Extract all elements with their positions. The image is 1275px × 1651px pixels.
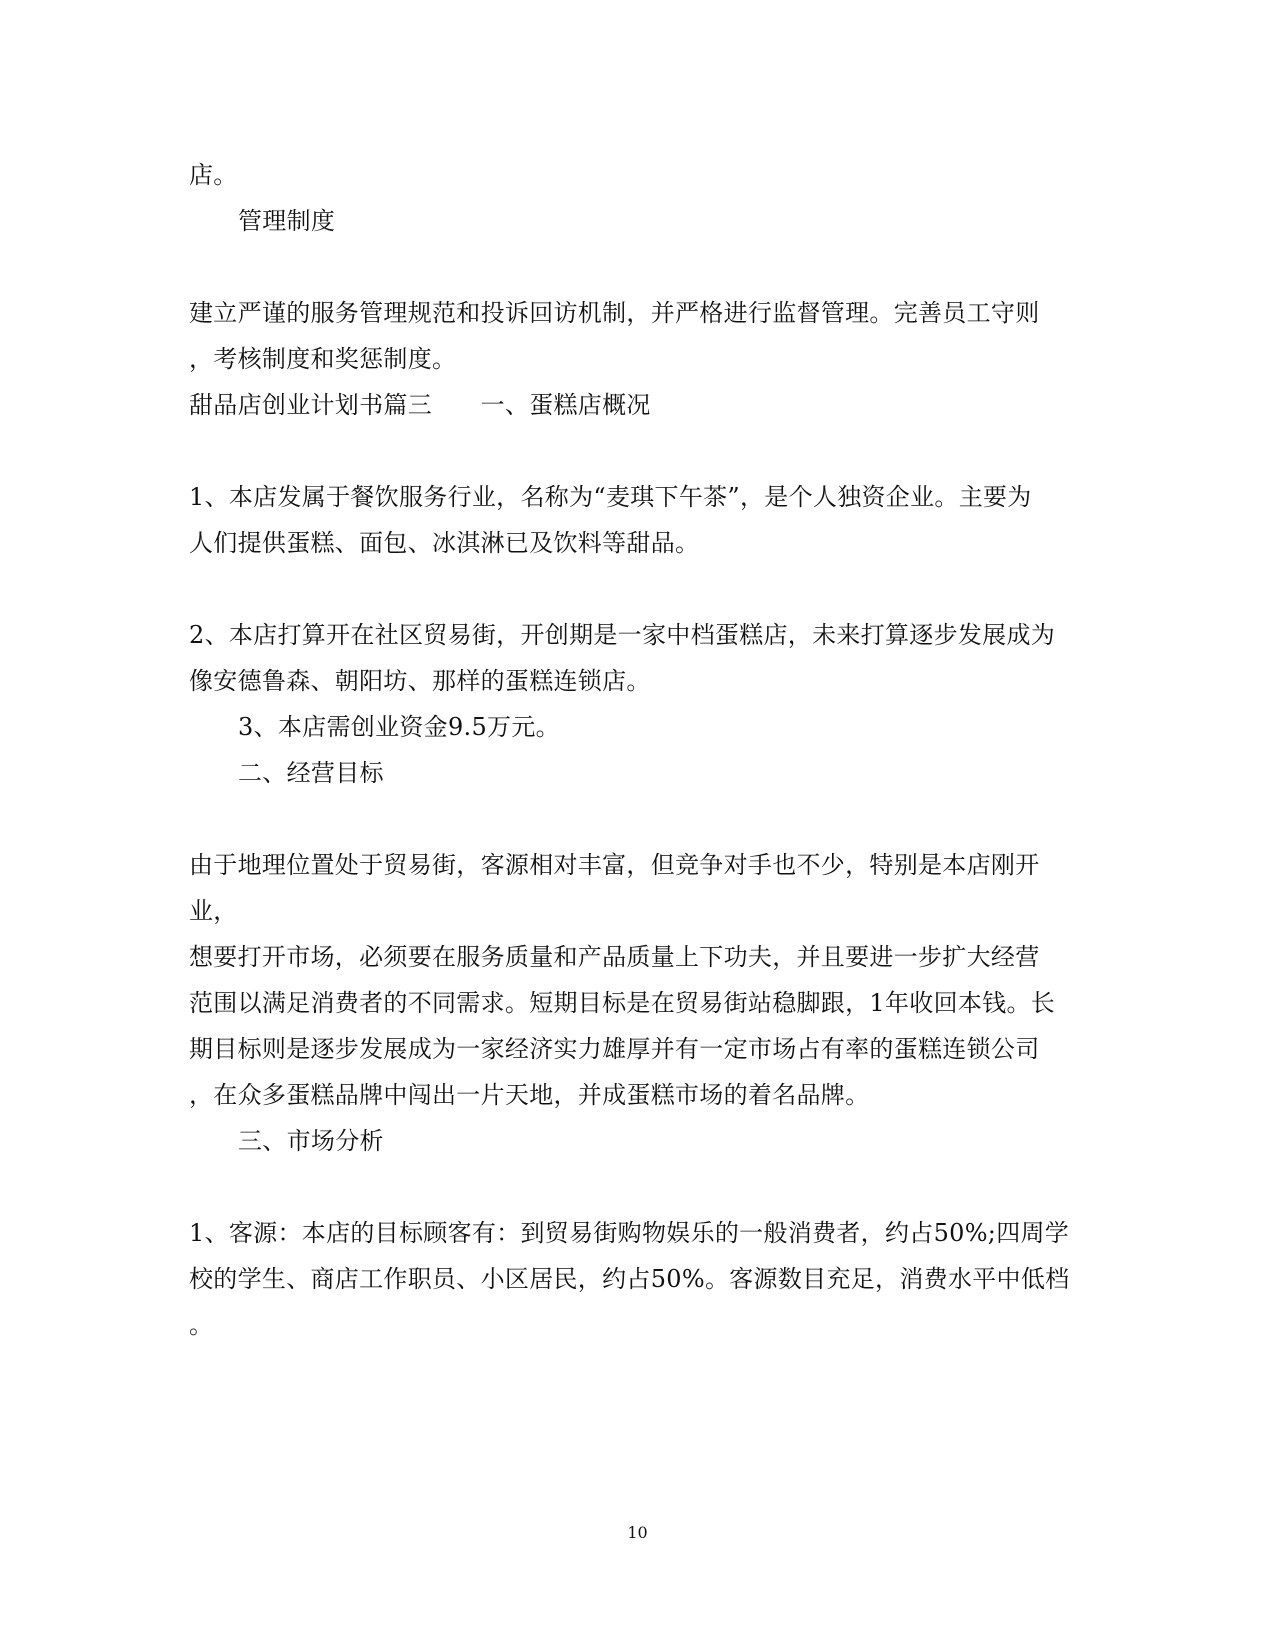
section-heading: 管理制度 [238, 207, 336, 235]
text-line: 2、本店打算开在社区贸易街，开创期是一家中档蛋糕店，未来打算逐步发展成为 [189, 621, 1056, 649]
text-line: 想要打开市场，必须要在服务质量和产品质量上下功夫，并且要进一步扩大经营 [189, 943, 1040, 971]
text-line: ，考核制度和奖惩制度。 [189, 345, 457, 373]
text-line: 3、本店需创业资金9.5万元。 [238, 713, 560, 741]
section-heading: 甜品店创业计划书篇三 一、蛋糕店概况 [189, 391, 651, 419]
text-line: 期目标则是逐步发展成为一家经济实力雄厚并有一定市场占有率的蛋糕连锁公司 [189, 1035, 1040, 1063]
text-line: 1、本店发属于餐饮服务行业，名称为“麦琪下午茶”，是个人独资企业。主要为 [189, 483, 1032, 511]
section-heading: 三、市场分析 [238, 1127, 384, 1155]
text-line: 人们提供蛋糕、面包、冰淇淋已及饮料等甜品。 [189, 529, 700, 557]
text-line: 1、客源：本店的目标顾客有：到贸易街购物娱乐的一般消费者，约占50%;四周学 [189, 1219, 1070, 1247]
text-line: 像安德鲁森、朝阳坊、那样的蛋糕连锁店。 [189, 667, 651, 695]
text-line: 范围以满足消费者的不同需求。短期目标是在贸易街站稳脚跟，1年收回本钱。长 [189, 989, 1056, 1017]
text-line: 建立严谨的服务管理规范和投诉回访机制，并严格进行监督管理。完善员工守则 [189, 299, 1040, 327]
text-line: 校的学生、商店工作职员、小区居民，约占50%。客源数目充足，消费水平中低档 [189, 1265, 1070, 1293]
text-line: 店。 [189, 161, 238, 189]
text-line: 业， [189, 897, 238, 925]
text-line: 。 [189, 1311, 214, 1339]
page-number: 10 [627, 1523, 648, 1542]
section-heading: 二、经营目标 [238, 759, 384, 787]
text-line: 由于地理位置处于贸易街，客源相对丰富，但竞争对手也不少，特别是本店刚开 [189, 851, 1040, 879]
text-line: ，在众多蛋糕品牌中闯出一片天地，并成蛋糕市场的着名品牌。 [189, 1081, 870, 1109]
